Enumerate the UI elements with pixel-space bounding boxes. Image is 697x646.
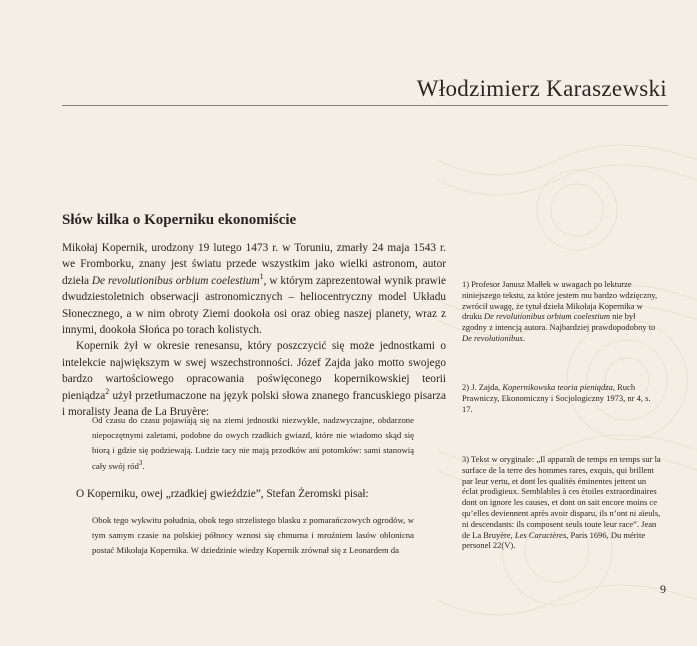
p2-tail: użył przetłumaczone na język polski słowa znanego francuskiego pisarza i moralisty Jeana de La Bruyère: [62, 389, 446, 419]
page-number: 9 [660, 582, 666, 596]
footnote-1 [462, 279, 662, 344]
quote1-end: . [142, 460, 145, 471]
quote-bruyere [92, 413, 414, 474]
author-name: Włodzimierz Karaszewski [416, 76, 667, 101]
quote-zeromski: Obok tego wykwitu południa, obok tego strzelistego blasku z pomarańczowych ogrodów, w tym samym czasie na polskiej północy wznosi się chmurna i mroźniem lasów oblonicna postać Mikołaja Kopernika. W dziedzinie wiedzy Kopernik zrównał się z Leonardem da [92, 515, 414, 556]
footnote-3 [462, 454, 662, 551]
section-title: Słów kilka o Koperniku ekonomiście [62, 212, 297, 228]
ornamental-background-pattern [437, 120, 697, 640]
fn3-end: , Paris 1696, Du mérite personel 22(V). [462, 529, 646, 551]
quote1-text: Od czasu do czasu pojawiają się na ziemi jednostki niezwykłe, nadzwyczajne, obdarzone niepoczętnymi zaletami, podobne do owych rzadkich gwiazd, które nie wiadomo skąd się biorą i gdzie się podziewają. Ludzie tacy nie mają przodków ani potomków: sami stanowią cały swój ród [92, 415, 414, 471]
fn1-mid: nie był zgodny z intencją autora. Najbardziej prawdopodobny to [462, 311, 656, 333]
footnote-2 [462, 382, 662, 414]
fn3-title: Les Caractères [514, 529, 567, 540]
fn3-text: 3) Tekst w oryginale: „Il apparaît de temps en temps sur la surface de la terre des hommes rares, exquis, qui brillent par leur vertu, et dont les qualités éminentes jettent un éclat prodigieux. Semblables à ces étoiles extraordinaires dont on ignore les causes, et dont on sait encore moins ce qu’elles deviennent après avoir disparu, ils n’ont ni aïeuls, ni descendants: ils composent seuls toute leur race”. Jean de La Bruyère, [462, 454, 661, 540]
fn2-end: , Ruch Prawniczy, Ekonomiczny i Socjologiczny 1973, nr 4, s. 17. [462, 382, 651, 414]
paragraph-2 [62, 338, 446, 420]
fn2-text: 2) J. Zajda, [462, 382, 501, 392]
fn1-text: 1) Profesor Janusz Małłek w uwagach po lekturze niniejszego tekstu, za które jestem mu bardzo wdzięczny, zwrócił uwagę, że tytuł dzieła Mikołaja Kopernika w druku [462, 279, 658, 322]
footnote-ref-3: 3 [138, 458, 143, 467]
header-rule [62, 105, 668, 106]
p2-text: Kopernik żył w okresie renesansu, który poszczycić się może jednostkami o intelekcie największym w swej wszechstronności. Józef Zajda jako motto swojego bardzo wartościowego opracowania poświęconego kopernikowskiej teorii pieniądza [62, 340, 446, 402]
fn2-title: Kopernikowska teoria pieniądza [502, 382, 613, 392]
p1-tail: , w którym zaprezentował wynik prawie dwudziestoletnich obserwacji astronomicznych – heliocentryczny model Układu Słonecznego, a w nim obroty Ziemi dookoła osi oraz obieg naszej planety, wraz z innymi, dookoła Słońca po torach kolistych. [62, 274, 446, 337]
fn1-end: . [522, 332, 525, 343]
main-text [62, 240, 446, 420]
fn1-title: De revolutionibus orbium coelestium [483, 311, 610, 322]
zeromski-intro: O Koperniku, owej „rzadkiej gwieździe”, Stefan Żeromski pisał: [76, 488, 369, 500]
footnote-ref-2: 2 [105, 386, 110, 396]
p1-text: Mikołaj Kopernik, urodzony 19 lutego 1473 r. w Toruniu, zmarły 24 maja 1543 r. we Fromborku, znany jest światu przede wszystkim jako wielki astronom, autor dzieła [62, 242, 446, 287]
fn1-title-2: De revolutionibus [462, 332, 523, 343]
p1-title: De revolutionibus orbium coelestium [91, 274, 260, 287]
footnote-ref-1: 1 [259, 272, 264, 282]
paragraph-1 [62, 240, 446, 338]
